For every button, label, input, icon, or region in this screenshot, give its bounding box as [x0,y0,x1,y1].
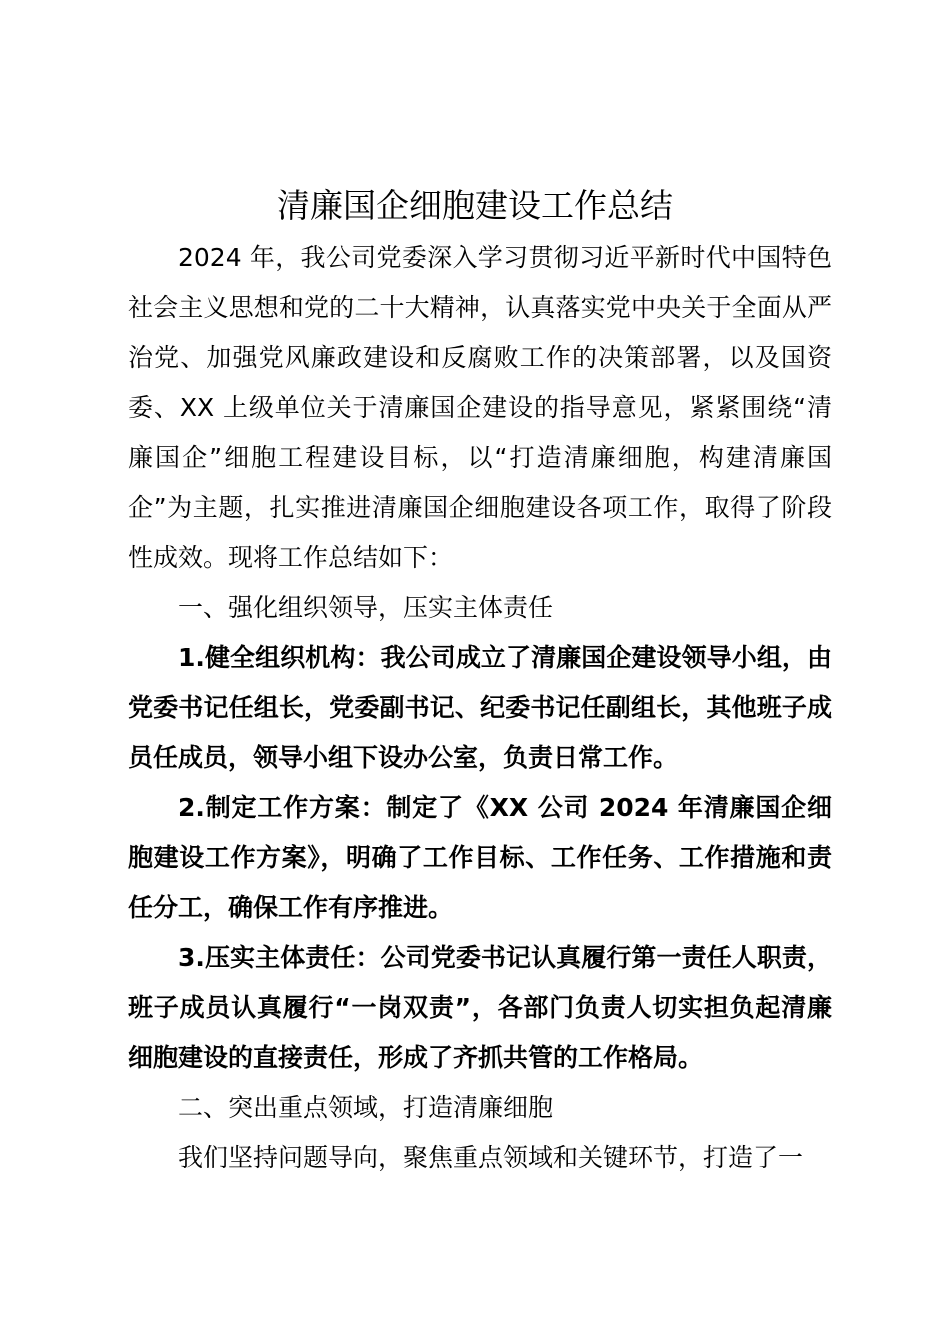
item-3-paragraph: 3.压实主体责任：公司党委书记认真履行第一责任人职责，班子成员认真履行“一岗双责”，各部门负责人切实担负起清廉细胞建设的直接责任，形成了齐抓共管的工作格局。 [128,943,832,1072]
document-body [128,233,832,1183]
document-title: 清廉国企细胞建设工作总结 [277,186,673,225]
item-2-paragraph: 2.制定工作方案：制定了《XX 公司 2024 年清廉国企细胞建设工作方案》，明确了工作目标、工作任务、工作措施和责任分工，确保工作有序推进。 [128,793,832,922]
item-1-paragraph: 1.健全组织机构：我公司成立了清廉国企建设领导小组，由党委书记任组长，党委副书记、纪委书记任副组长，其他班子成员任成员，领导小组下设办公室，负责日常工作。 [128,643,832,772]
intro-paragraph: 2024 年，我公司党委深入学习贯彻习近平新时代中国特色社会主义思想和党的二十大精神，认真落实党中央关于全面从严治党、加强党风廉政建设和反腐败工作的决策部署，以及国资委、XX 上级单位关于清廉国企建设的指导意见，紧紧围绕“清廉国企”细胞工程建设目标，以“打造清廉细胞，构建清廉国企”为主题，扎实推进清廉国企细胞建设各项工作，取得了阶段性成效。现将工作总结如下： [128,243,832,572]
section-heading-2: 二、突出重点领域，打造清廉细胞 [178,1093,554,1122]
section-heading-1: 一、强化组织领导，压实主体责任 [178,593,554,622]
section-2-paragraph: 我们坚持问题导向，聚焦重点领域和关键环节，打造了一 [178,1143,804,1172]
